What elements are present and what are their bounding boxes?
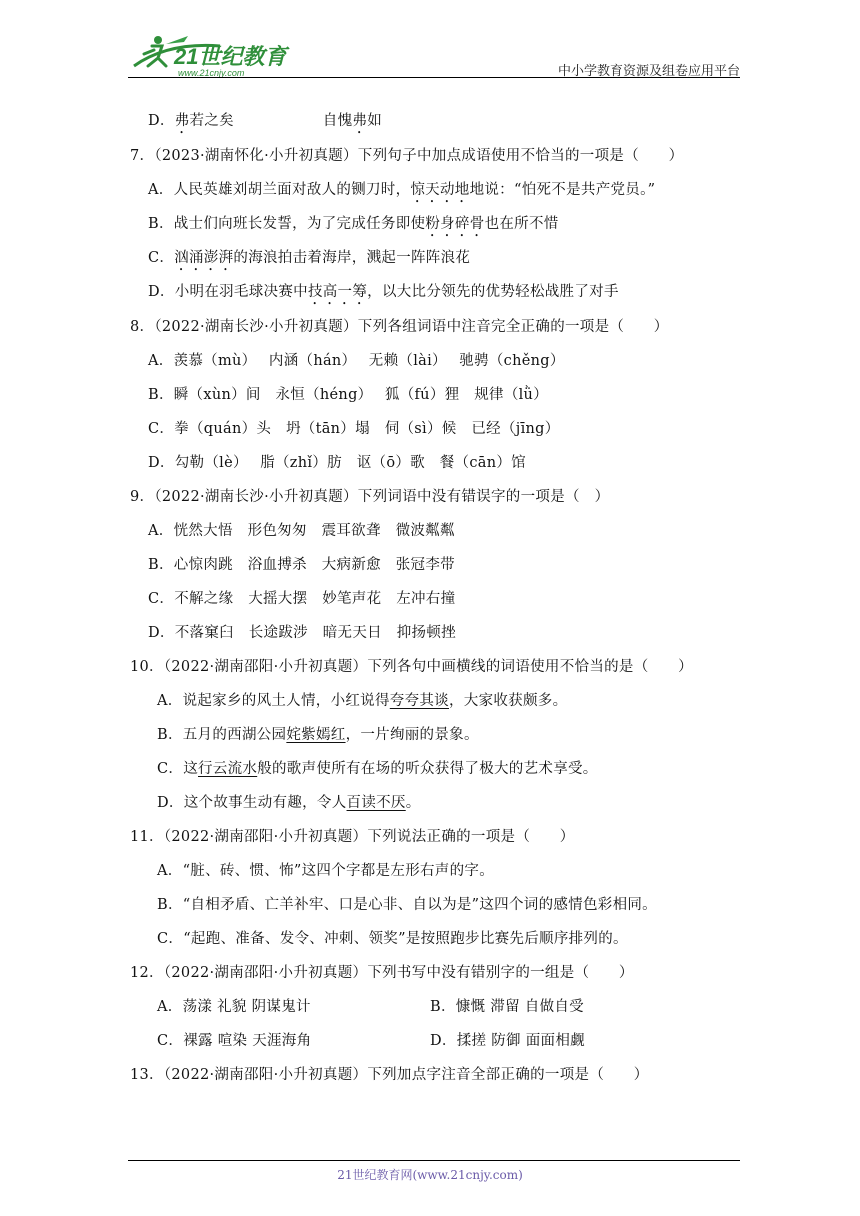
dotted-phrase: 技高一筹 [307,284,368,300]
text-segment: A．恍然大悟 形色匆匆 震耳欲聋 微波粼粼 [148,523,455,539]
option-line [157,927,628,948]
option-line [430,1029,585,1050]
question-line [130,961,634,982]
header-divider [128,77,740,78]
text-segment: 9．（2022·湖南长沙·小升初真题）下列词语中没有错误字的一项是（ ） [130,489,610,505]
logo-text: 21世纪教育 [174,44,287,69]
text-segment: D．不落窠臼 长途跋涉 暗无天日 抑扬顿挫 [148,625,456,641]
question-line [148,621,456,642]
text-segment: 如 [367,113,382,129]
question-line [148,109,382,137]
text-segment: D． [148,113,175,129]
text-segment: 。 [405,795,421,811]
dotted-phrase: 惊天动地 [410,182,470,198]
underlined-phrase: 百读不厌 [346,795,406,811]
text-segment: C． [148,250,175,266]
question-line [148,212,559,240]
text-segment: ，大家收获颇多。 [448,693,568,709]
question-line [148,178,655,206]
question-line [130,315,669,336]
option-line [157,995,311,1016]
logo-url: www.21cnjy.com [178,68,245,78]
text-segment: 10．（2022·湖南邵阳·小升初真题）下列各句中画横线的词语使用不恰当的是（ ） [130,659,693,675]
text-segment: B．瞬（xùn）间 永恒（héng） 狐（fú）狸 规律（lǜ） [148,387,548,403]
question-line [148,383,548,404]
text-segment: 般的歌声使所有在场的听众获得了极大的艺术享受。 [257,761,598,777]
text-segment: B．慷慨 滞留 自做自受 [430,999,584,1015]
option-line [430,995,584,1016]
text-segment: ，以大比分领先的优势轻松战胜了对手 [367,284,619,300]
text-segment: C．这 [157,761,198,777]
option-line [157,859,494,880]
question-line [130,655,693,676]
text-segment: 地说：“怕死不是共产党员。” [469,182,656,198]
question-line [148,451,526,472]
dotted-phrase: 弗 [174,113,190,129]
text-segment: A．羡慕（mù） 内涵（hán） 无赖（lài） 驰骋（chěng） [148,353,565,369]
option-line [157,1029,311,1050]
text-segment: 7．（2023·湖南怀化·小升初真题）下列句子中加点成语使用不恰当的一项是（ ） [130,148,684,164]
text-segment: B．五月的西湖公园 [157,727,287,743]
text-segment: 也在所不惜 [484,216,559,232]
text-segment: 自愧 [322,113,353,129]
question-line [130,144,683,165]
text-segment: C．不解之缘 大摇大摆 妙笔声花 左冲右撞 [148,591,456,607]
text-segment: ，一片绚丽的景象。 [345,727,479,743]
option-line [157,791,421,812]
platform-name: 中小学教育资源及组卷应用平台 [557,64,740,79]
text-segment: A．“脏、砖、惯、怖”这四个字都是左形右声的字。 [157,863,494,879]
text-segment [234,113,323,129]
text-segment: B．战士们向班长发誓，为了完成任务即使 [148,216,426,232]
text-segment: 8．（2022·湖南长沙·小升初真题）下列各组词语中注音完全正确的一项是（ ） [130,319,669,335]
option-line [157,893,657,914]
option-line [157,689,567,710]
text-segment: B．“自相矛盾、亡羊补牢、口是心非、自以为是”这四个词的感情色彩相同。 [157,897,657,913]
text-segment: A．说起家乡的风土人情，小红说得 [157,693,390,709]
question-line [148,417,560,438]
text-segment: 13．（2022·湖南邵阳·小升初真题）下列加点字注音全部正确的一项是（ ） [130,1067,649,1083]
dotted-phrase: 弗 [352,113,368,129]
text-segment: C．拳（quán）头 坍（tān）塌 伺（sì）候 已经（jīng） [148,421,560,437]
page-header [128,30,740,80]
text-segment: A．荡漾 礼貌 阴谋鬼计 [157,999,311,1015]
dotted-phrase: 汹涌澎湃 [174,250,234,266]
logo-icon [128,32,298,78]
text-segment: 11．（2022·湖南邵阳·小升初真题）下列说法正确的一项是（ ） [130,829,575,845]
question-line [148,246,470,274]
text-segment: D．这个故事生动有趣，令人 [157,795,347,811]
text-segment: D．小明在羽毛球决赛中 [148,284,308,300]
question-line [130,825,575,846]
text-segment: D．勾勒（lè） 脂（zhǐ）肪 讴（ō）歌 餐（cān）馆 [148,455,526,471]
question-line [148,587,455,608]
footer-divider [128,1160,740,1161]
option-line [157,723,479,744]
text-segment: C．“起跑、准备、发令、冲刺、领奖”是按照跑步比赛先后顺序排列的。 [157,931,628,947]
option-line [157,757,598,778]
text-segment: 的海浪拍击着海岸，溅起一阵阵浪花 [233,250,471,266]
question-line [148,280,619,308]
text-segment: A．人民英雄刘胡兰面对敌人的铡刀时， [148,182,411,198]
question-line [148,349,565,370]
underlined-phrase: 姹紫嫣红 [286,727,346,743]
text-segment: 12．（2022·湖南邵阳·小升初真题）下列书写中没有错别字的一组是（ ） [130,965,634,981]
question-line [148,519,455,540]
question-line [130,1063,649,1084]
dotted-phrase: 粉身碎骨 [425,216,485,232]
text-segment: B．心惊肉跳 浴血搏杀 大病新愈 张冠李带 [148,557,455,573]
text-segment: 若之矣 [189,113,234,129]
text-segment: D．揉搓 防御 面面相觑 [430,1033,585,1049]
question-line [130,485,609,506]
underlined-phrase: 行云流水 [198,761,258,777]
underlined-phrase: 夸夸其谈 [389,693,449,709]
text-segment: C．裸露 喧染 天涯海角 [157,1033,312,1049]
question-line [148,553,455,574]
footer-text: 21世纪教育网(www.21cnjy.com) [337,1168,523,1182]
